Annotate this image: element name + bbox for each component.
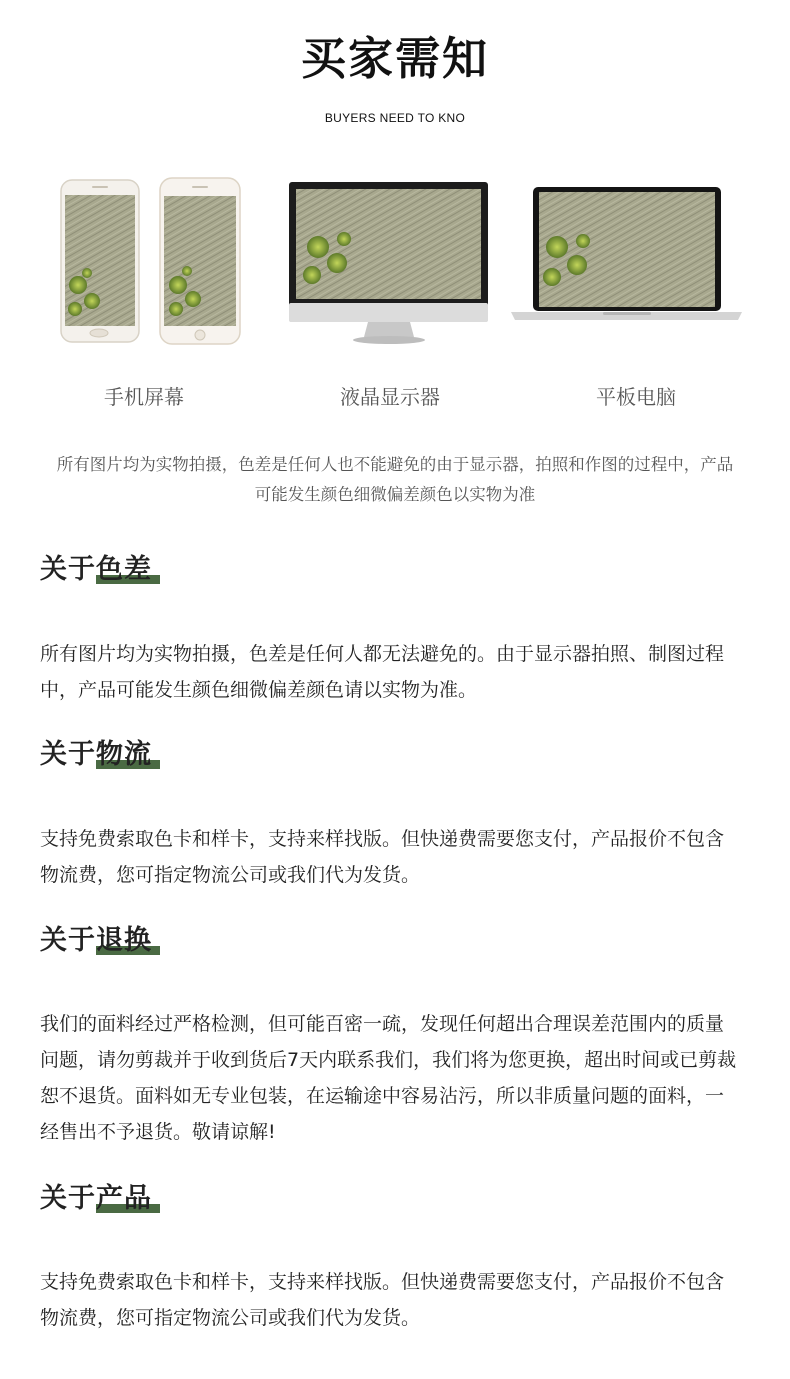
device-illustrations — [0, 175, 790, 350]
device-label-phone: 手机屏幕 — [104, 385, 184, 409]
device-label-monitor: 液晶显示器 — [340, 385, 440, 409]
phone-screen-icon — [61, 180, 139, 342]
section-heading-color-difference: 关于色差 — [40, 552, 152, 592]
section-heading-logistics: 关于物流 — [40, 737, 152, 777]
phone-screen-icon — [160, 178, 240, 344]
section-heading-returns: 关于退换 — [40, 923, 152, 963]
laptop-icon — [511, 187, 742, 320]
section-text-logistics: 支持免费索取色卡和样卡，支持来样找版。但快递费需要您支付，产品报价不包含物流费，您可指定物流公司或我们代为发货。 — [40, 828, 725, 886]
monitor-icon — [289, 182, 488, 344]
section-heading-product: 关于产品 — [40, 1181, 152, 1221]
section-text-product: 支持免费索取色卡和样卡，支持来样找版。但快递费需要您支付，产品报价不包含物流费，您可指定物流公司或我们代为发货。 — [40, 1271, 725, 1329]
page-title: 买家需知 — [300, 32, 489, 85]
device-label-laptop: 平板电脑 — [596, 385, 676, 409]
section-text-color-difference: 所有图片均为实物拍摄，色差是任何人都无法避免的。由于显示器拍照、制图过程中，产品可能发生颜色细微偏差颜色请以实物为准。 — [40, 643, 725, 701]
section-text-returns: 我们的面料经过严格检测，但可能百密一疏，发现任何超出合理误差范围内的质量问题，请勿剪裁并于收到货后7天内联系我们，我们将为您更换，超出时间或已剪裁恕不退货。面料如无专业包装，在运输途中容易沾污，所以非质量问题的面料，一经售出不予退货。敬请谅解! — [40, 1013, 737, 1143]
color-notice: 所有图片均为实物拍摄，色差是任何人也不能避免的由于显示器，拍照和作图的过程中，产品可能发生颜色细微偏差颜色以实物为准 — [56, 455, 734, 504]
page-subtitle: BUYERS NEED TO KNO — [324, 111, 466, 125]
